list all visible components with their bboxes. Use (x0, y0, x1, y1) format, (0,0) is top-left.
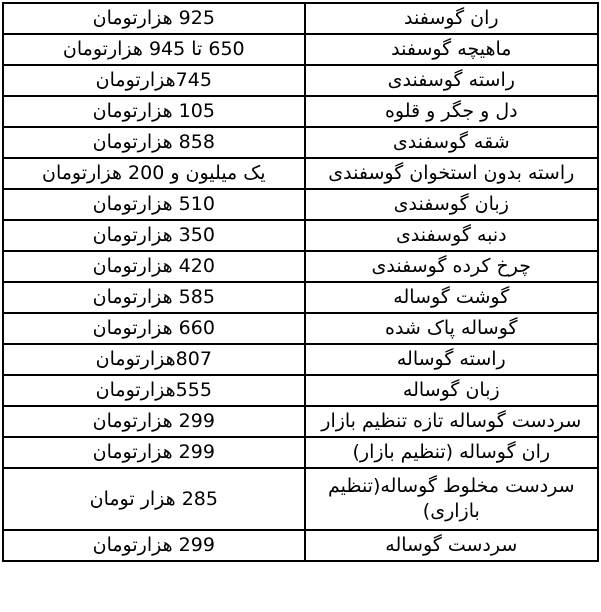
table-row (3, 34, 598, 65)
item-name-cell: شقه گوسفندی (305, 127, 598, 158)
price-cell: یک میلیون و 200 هزارتومان (3, 158, 305, 189)
table-row (3, 220, 598, 251)
table-row (3, 189, 598, 220)
item-name-cell: راسته بدون استخوان گوسفندی (305, 158, 598, 189)
item-name-cell: راسته گوسفندی (305, 65, 598, 96)
item-name-cell: سردست گوساله (305, 530, 598, 561)
table-row (3, 3, 598, 34)
price-cell: 555هزارتومان (3, 375, 305, 406)
price-cell: 510 هزارتومان (3, 189, 305, 220)
item-name-cell: گوشت گوساله (305, 282, 598, 313)
table-row (3, 282, 598, 313)
item-name-cell: راسته گوساله (305, 344, 598, 375)
price-cell: 420 هزارتومان (3, 251, 305, 282)
price-cell: 745هزارتومان (3, 65, 305, 96)
table-row (3, 437, 598, 468)
price-cell: 650 تا 945 هزارتومان (3, 34, 305, 65)
price-cell: 925 هزارتومان (3, 3, 305, 34)
item-name-cell: زبان گوساله (305, 375, 598, 406)
item-name-cell: سردست گوساله تازه تنظیم بازار (305, 406, 598, 437)
item-name-cell: ماهیچه گوسفند (305, 34, 598, 65)
table-row (3, 65, 598, 96)
price-cell: 585 هزارتومان (3, 282, 305, 313)
table-row (3, 530, 598, 561)
table-row (3, 375, 598, 406)
table-row (3, 127, 598, 158)
item-name-cell: دنبه گوسفندی (305, 220, 598, 251)
table-row (3, 96, 598, 127)
table-row (3, 313, 598, 344)
price-cell: 299 هزارتومان (3, 406, 305, 437)
price-cell: 858 هزارتومان (3, 127, 305, 158)
price-cell: 285 هزار تومان (3, 468, 305, 530)
price-cell: 807هزارتومان (3, 344, 305, 375)
price-cell: 299 هزارتومان (3, 530, 305, 561)
item-name-cell: گوساله پاک شده (305, 313, 598, 344)
meat-price-table (2, 2, 599, 562)
price-cell: 660 هزارتومان (3, 313, 305, 344)
item-name-cell: ران گوساله (تنظیم بازار) (305, 437, 598, 468)
price-cell: 299 هزارتومان (3, 437, 305, 468)
item-name-cell: چرخ کرده گوسفندی (305, 251, 598, 282)
table-row (3, 158, 598, 189)
item-name-cell: سردست مخلوط گوساله(تنظیم بازاری) (305, 468, 598, 530)
item-name-cell: زبان گوسفندی (305, 189, 598, 220)
table-row (3, 251, 598, 282)
price-cell: 350 هزارتومان (3, 220, 305, 251)
table-row (3, 344, 598, 375)
item-name-cell: ران گوسفند (305, 3, 598, 34)
item-name-cell: دل و جگر و قلوه (305, 96, 598, 127)
table-row (3, 468, 598, 530)
price-cell: 105 هزارتومان (3, 96, 305, 127)
table-row (3, 406, 598, 437)
